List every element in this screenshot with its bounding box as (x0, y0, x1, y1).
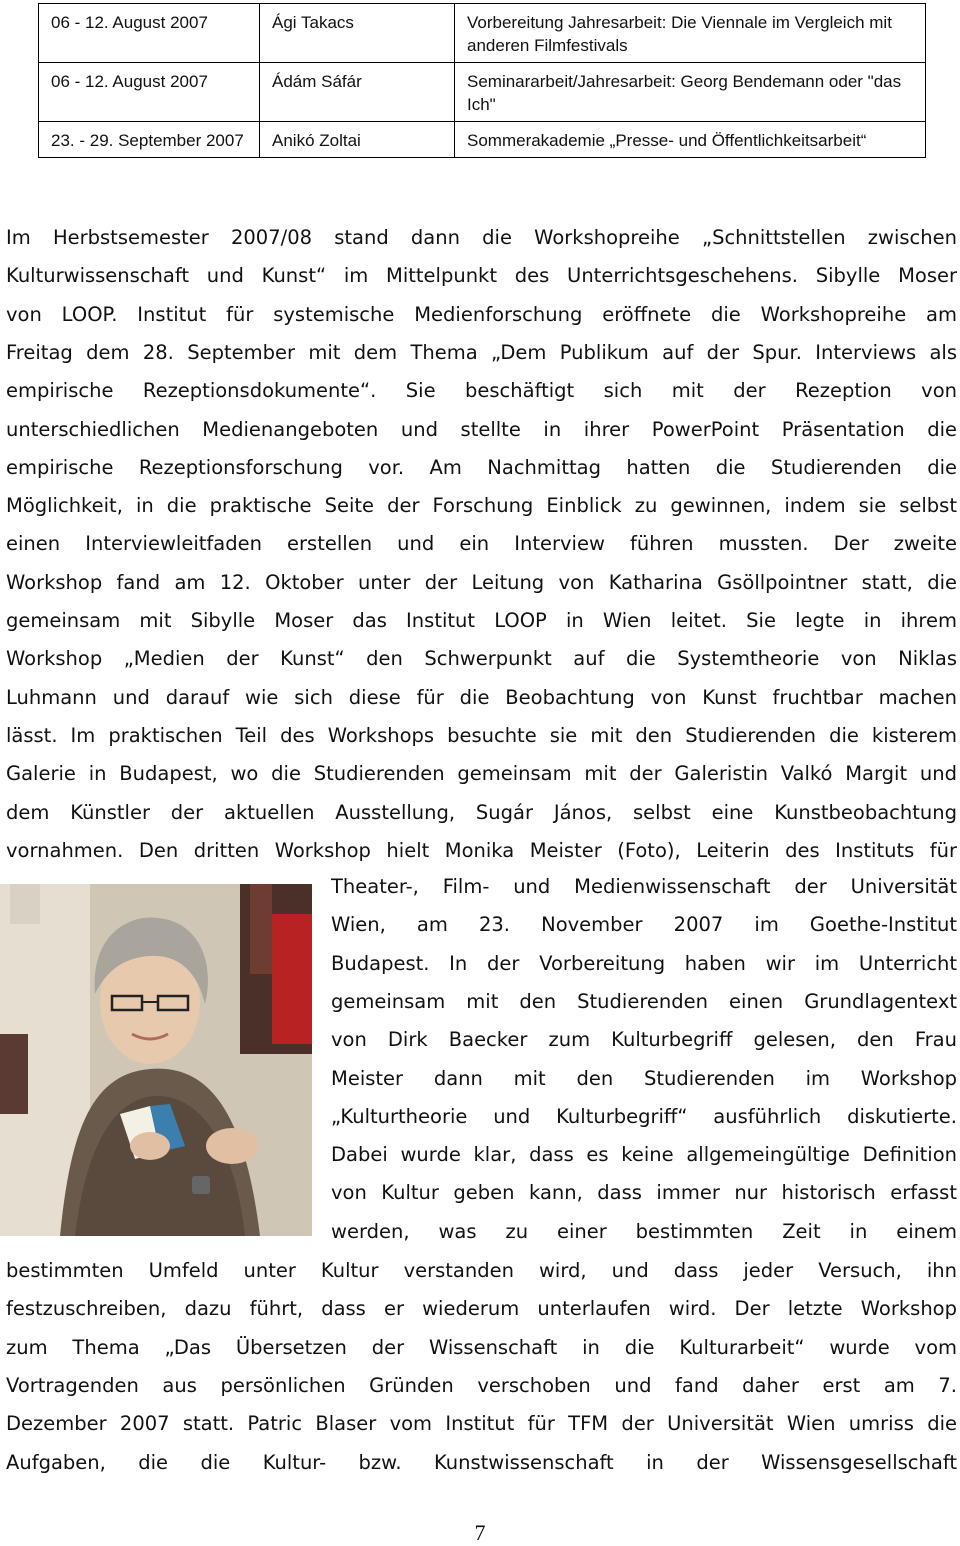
text-line: empirische Rezeptionsforschung vor. Am Nachmittag hatten die Studierenden die (6, 455, 957, 479)
text-line: Workshop „Medien der Kunst“ den Schwerpunkt auf die Systemtheorie von Niklas (6, 647, 957, 671)
text-line: Budapest. In der Vorbereitung haben wir im Unterricht (331, 951, 957, 975)
text-line: Workshop fand am 12. Oktober unter der Leitung von Katharina Gsöllpointner statt, die (6, 570, 957, 594)
text-line: „Kulturtheorie und Kulturbegriff“ ausführlich diskutierte. (331, 1104, 957, 1128)
text-line: Dabei wurde klar, dass es keine allgemeingültige Definition (331, 1143, 957, 1167)
topic-cell: Seminararbeit/Jahresarbeit: Georg Bendemann oder "das Ich" (455, 63, 926, 122)
text-line: Aufgaben, die die Kultur- bzw. Kunstwissenschaft in der Wissensgesellschaft (6, 1450, 957, 1474)
text-line: Freitag dem 28. September mit dem Thema „Dem Publikum auf der Spur. Interviews als (6, 340, 957, 364)
text-line: Meister dann mit den Studierenden im Workshop (331, 1066, 957, 1090)
text-line: vornahmen. Den dritten Workshop hielt Monika Meister (Foto), Leiterin des Instituts für (6, 838, 957, 862)
text-line: zum Thema „Das Übersetzen der Wissenschaft in die Kulturarbeit“ wurde vom (6, 1335, 957, 1359)
page-number: 7 (474, 1520, 486, 1545)
name-cell: Ádám Sáfár (260, 63, 455, 122)
text-line: festzuschreiben, dazu führt, dass er wiederum unterlaufen wird. Der letzte Workshop (6, 1297, 957, 1321)
name-cell: Ági Takacs (260, 4, 455, 63)
text-line: Möglichkeit, in die praktische Seite der Forschung Einblick zu gewinnen, indem sie selbst (6, 494, 957, 518)
name-cell: Anikó Zoltai (260, 122, 455, 158)
table-row (39, 122, 926, 158)
table-row (39, 63, 926, 122)
text-line: Luhmann und darauf wie sich diese für die Beobachtung von Kunst fruchtbar machen (6, 685, 957, 709)
text-line: Im Herbstsemester 2007/08 stand dann die Workshopreihe „Schnittstellen zwischen (6, 226, 957, 249)
text-line: Vortragenden aus persönlichen Gründen verschoben und fand daher erst am 7. (6, 1373, 957, 1397)
date-cell: 06 - 12. August 2007 (39, 4, 260, 63)
date-cell: 06 - 12. August 2007 (39, 63, 260, 122)
text-line: dem Künstler der aktuellen Ausstellung, Sugár János, selbst eine Kunstbeobachtung (6, 800, 957, 824)
text-line: einen Interviewleitfaden erstellen und ein Interview führen mussten. Der zweite (6, 532, 957, 556)
text-line: lässt. Im praktischen Teil des Workshops besuchte sie mit den Studierenden die kisterem (6, 723, 957, 747)
text-line: unterschiedlichen Medienangeboten und stellte in ihrer PowerPoint Präsentation die (6, 417, 957, 441)
date-cell: 23. - 29. September 2007 (39, 122, 260, 158)
schedule-table (38, 3, 926, 158)
text-line: von Kultur geben kann, dass immer nur historisch erfasst (331, 1181, 957, 1205)
table-row (39, 4, 926, 63)
text-line: bestimmten Umfeld unter Kultur verstanden wird, und dass jeder Versuch, ihn (6, 1259, 957, 1282)
text-line: von LOOP. Institut für systemische Medienforschung eröffnete die Workshopreihe am (6, 302, 957, 326)
text-line: Dezember 2007 statt. Patric Blaser vom Institut für TFM der Universität Wien umriss die (6, 1412, 957, 1436)
topic-cell: Vorbereitung Jahresarbeit: Die Viennale im Vergleich mit anderen Filmfestivals (455, 4, 926, 63)
text-line: gemeinsam mit den Studierenden einen Grundlagentext (331, 989, 957, 1013)
text-line: Kulturwissenschaft und Kunst“ im Mittelpunkt des Unterrichtsgeschehens. Sibylle Moser (6, 264, 957, 288)
text-line: Galerie in Budapest, wo die Studierenden gemeinsam mit der Galeristin Valkó Margit und (6, 762, 957, 786)
text-line: werden, was zu einer bestimmten Zeit in einem (331, 1219, 957, 1243)
text-line: von Dirk Baecker zum Kulturbegriff gelesen, den Frau (331, 1028, 957, 1052)
text-line: Wien, am 23. November 2007 im Goethe-Institut (331, 913, 957, 937)
text-line: empirische Rezeptionsdokumente“. Sie beschäftigt sich mit der Rezeption von (6, 379, 957, 403)
text-line: Theater-, Film- und Medienwissenschaft der Universität (331, 875, 957, 898)
photo-monika-meister (0, 884, 312, 1236)
topic-cell: Sommerakademie „Presse- und Öffentlichkeitsarbeit“ (455, 122, 926, 158)
text-line: gemeinsam mit Sibylle Moser das Institut LOOP in Wien leitet. Sie legte in ihrem (6, 609, 957, 632)
